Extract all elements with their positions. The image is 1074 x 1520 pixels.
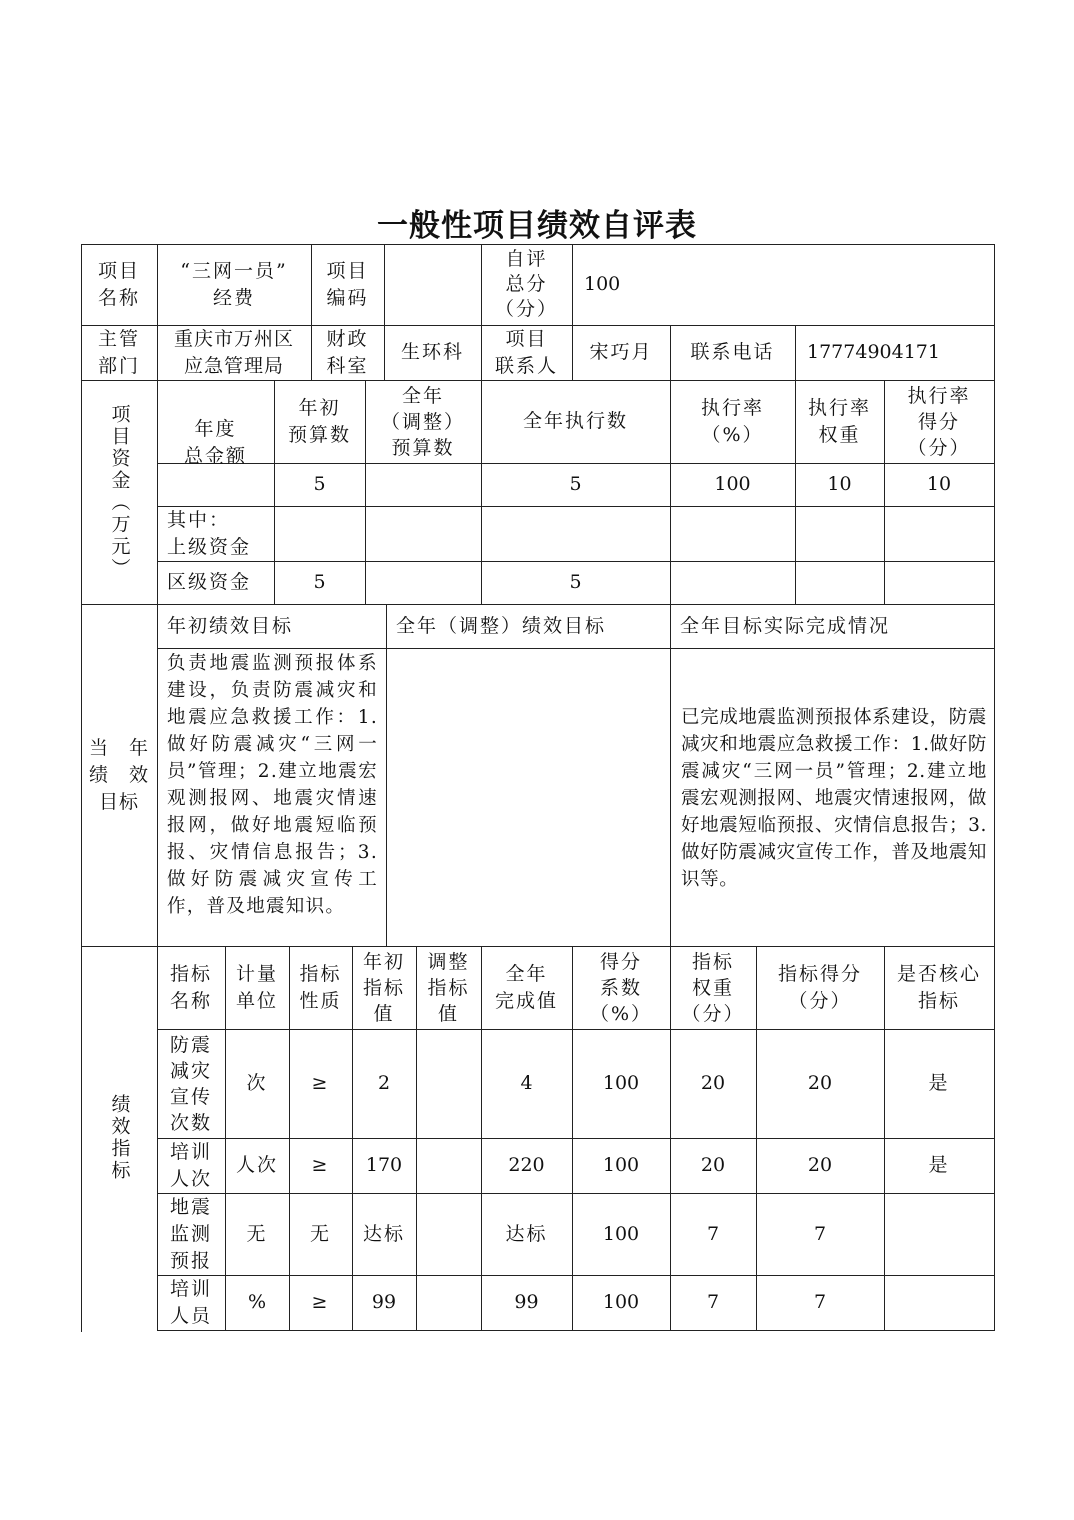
indicators-section-text: 绩效指标	[108, 1094, 131, 1182]
ind-cell-coef: 100	[602, 1072, 640, 1094]
ind-cell-weight: 20	[700, 1072, 726, 1094]
funds-total-executed: 5	[569, 473, 582, 495]
ind-cell-unit: 人次	[235, 1154, 278, 1176]
ind-cell-weight: 20	[700, 1154, 726, 1176]
ind-cell-unit: %	[247, 1291, 267, 1313]
department-value: 重庆市万州区 应急管理局	[173, 327, 294, 377]
ind-cell-core: 是	[928, 1154, 950, 1176]
ind-header-core: 是否核心 指标	[896, 962, 981, 1012]
self-score-label: 自评 总分 （分）	[494, 248, 558, 320]
ind-cell-name: 地震 监测 预报	[169, 1195, 212, 1272]
district-funds-initial: 5	[313, 571, 326, 593]
indicators-section-label	[81, 946, 157, 1330]
ind-cell-score: 7	[813, 1291, 827, 1313]
ind-cell-nature: ≥	[311, 1291, 330, 1313]
project-name-value: “三网一员” 经费	[180, 259, 288, 309]
goals-initial-header: 年初绩效目标	[167, 614, 294, 637]
goals-adjusted-header: 全年（调整）绩效目标	[396, 614, 607, 637]
ind-cell-weight: 7	[706, 1291, 720, 1313]
ind-cell-name: 培训 人员	[169, 1277, 212, 1327]
ind-cell-nature: ≥	[311, 1154, 330, 1176]
phone-label: 联系电话	[690, 341, 775, 363]
funds-initial-header: 年初 预算数	[287, 396, 351, 446]
ind-header-actual: 全年 完成值	[494, 962, 558, 1012]
funds-score-header: 执行率 得分 （分）	[907, 384, 971, 459]
ind-cell-adjusted	[416, 1138, 481, 1193]
ind-header-coef: 得分 系数 （%）	[589, 950, 653, 1025]
ind-cell-adjusted	[416, 1193, 481, 1275]
ind-cell-adjusted	[416, 1029, 481, 1138]
ind-cell-score: 20	[807, 1072, 833, 1094]
ind-cell-adjusted	[416, 1275, 481, 1330]
funds-total-rate: 100	[714, 473, 751, 495]
district-funds-executed: 5	[569, 571, 582, 593]
self-score-value: 100	[584, 273, 621, 295]
funds-total-weight: 10	[827, 473, 852, 495]
ind-header-initial: 年初 指标 值	[362, 950, 405, 1025]
project-code-label: 项目 编码	[326, 259, 369, 309]
goals-initial-text: 负责地震监测预报体系建设，负责防震减灾和地震应急救援工作：1.做好防震减灾“三网一员”管理；2.建立地震宏观测报网、地震灾情速报网，做好地震短临预报、灾情信息报告；3.做好防震减灾宣传工作，普及地震知识。	[167, 653, 378, 917]
funds-total-header: 年度 总金额	[183, 418, 247, 467]
project-name-label: 项目 名称	[97, 259, 140, 309]
funds-section-text: 项目资金（万元）	[108, 404, 131, 580]
page-title: 一般性项目绩效自评表	[377, 208, 697, 244]
ind-header-name: 指标 名称	[169, 962, 212, 1012]
ind-cell-core	[884, 1275, 994, 1330]
project-code-value	[384, 244, 481, 325]
ind-cell-unit: 无	[246, 1222, 268, 1245]
ind-cell-actual: 4	[520, 1072, 533, 1094]
district-funds-label: 区级资金	[167, 571, 252, 593]
phone-value: 17774904171	[807, 341, 940, 363]
funds-total-score: 10	[926, 473, 952, 495]
contact-person-value: 宋巧月	[589, 341, 653, 363]
contact-person-label: 项目 联系人	[494, 327, 558, 377]
finance-office-label: 财政 科室	[326, 327, 369, 377]
funds-rate-header: 执行率 （%）	[700, 396, 764, 446]
ind-cell-initial: 达标	[362, 1222, 405, 1245]
ind-header-nature: 指标 性质	[299, 962, 342, 1012]
ind-cell-core	[884, 1193, 994, 1275]
ind-cell-coef: 100	[602, 1154, 640, 1176]
goals-actual-header: 全年目标实际完成情况	[680, 614, 891, 637]
funds-total-adjusted	[365, 463, 481, 506]
ind-cell-initial: 99	[371, 1291, 397, 1313]
ind-cell-score: 7	[813, 1222, 827, 1245]
ind-cell-unit: 次	[246, 1072, 268, 1094]
ind-cell-score: 20	[807, 1154, 833, 1176]
funds-executed-header: 全年执行数	[522, 410, 628, 432]
funds-section-label	[81, 380, 157, 604]
ind-cell-coef: 100	[602, 1291, 640, 1313]
ind-cell-coef: 100	[602, 1222, 640, 1245]
ind-cell-actual: 99	[514, 1291, 539, 1313]
ind-cell-weight: 7	[706, 1222, 720, 1245]
ind-cell-core: 是	[928, 1072, 950, 1094]
ind-header-score: 指标得分 （分）	[777, 962, 862, 1012]
ind-header-adjusted: 调整 指标 值	[427, 950, 470, 1025]
upper-funds-label: 其中： 上级资金	[167, 508, 252, 558]
ind-cell-actual: 220	[508, 1154, 545, 1176]
goals-actual-text: 已完成地震监测预报体系建设，防震减灾和地震应急救援工作：1.做好防震减灾“三网一员”管理；2.建立地震宏观测报网、地震灾情速报网，做好地震短临预报、灾情信息报告；3.做好防震减灾宣传工作，普及地震知识等。	[681, 707, 987, 890]
finance-office-value: 生环科	[400, 341, 464, 363]
department-label: 主管 部门	[97, 327, 140, 377]
ind-cell-initial: 170	[365, 1154, 403, 1176]
goals-section-label: 当 年 绩 效 目标	[88, 736, 149, 813]
funds-total-initial: 5	[313, 473, 326, 495]
ind-cell-initial: 2	[377, 1072, 391, 1094]
funds-weight-header: 执行率 权重	[807, 396, 871, 446]
ind-header-weight: 指标 权重 （分）	[681, 950, 745, 1025]
ind-cell-name: 防震 减灾 宣传 次数	[169, 1033, 212, 1134]
ind-cell-nature: ≥	[311, 1072, 330, 1094]
funds-adjusted-header: 全年 （调整） 预算数	[380, 384, 465, 459]
ind-cell-nature: 无	[309, 1222, 331, 1245]
ind-cell-actual: 达标	[505, 1222, 548, 1245]
ind-cell-name: 培训 人次	[169, 1140, 212, 1190]
ind-header-unit: 计量 单位	[235, 962, 278, 1012]
